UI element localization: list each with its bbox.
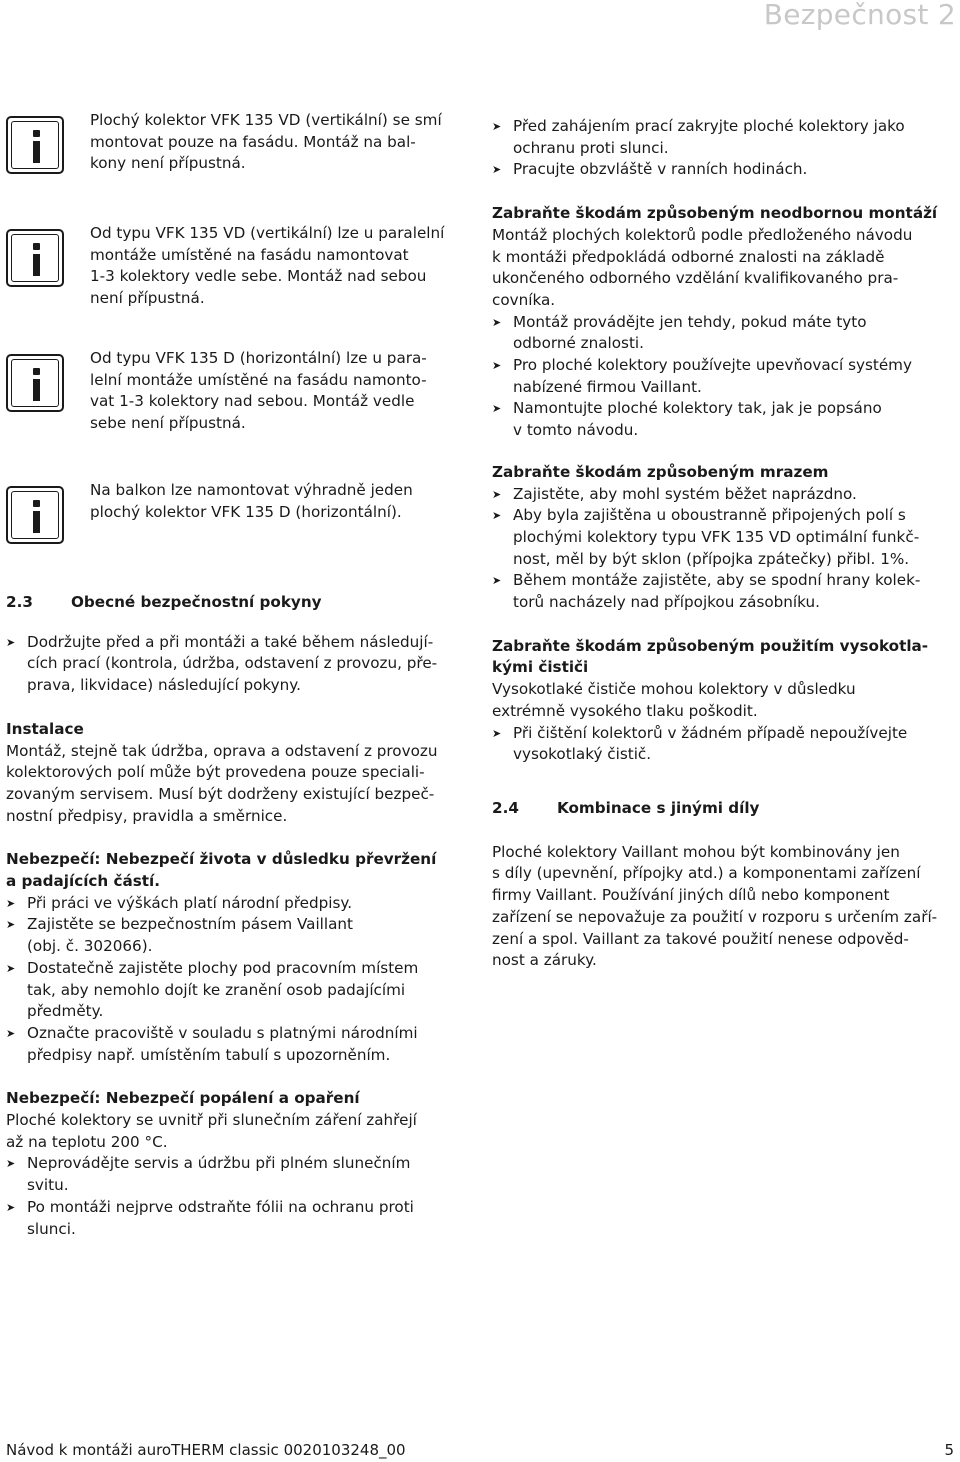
notice-line: lelní montáže umístěné na fasádu namonto- bbox=[90, 370, 427, 389]
danger-text: Ploché kolektory se uvnitř při slunečním záření zahřejí až na teplotu 200 °C. bbox=[6, 1111, 417, 1151]
section-title: Obecné bezpečnostní pokyny bbox=[71, 593, 322, 611]
bullet-item: ➤ Při práci ve výškách platí národní předpisy. bbox=[6, 893, 472, 915]
notice-line: vat 1-3 kolektory nad sebou. Montáž vedle bbox=[90, 392, 415, 411]
info-notice bbox=[6, 224, 476, 308]
bullet-item: ➤ Zajistěte, aby mohl systém běžet naprázdno. bbox=[492, 484, 954, 506]
notice-line: 1-3 kolektory vedle sebe. Montáž nad sebou bbox=[90, 267, 427, 286]
info-icon bbox=[6, 354, 64, 412]
notice-line: sebe není přípustná. bbox=[90, 414, 246, 433]
bullet-item: ➤ Dodržujte před a při montáži a také během následují- cích prací (kontrola, údržba, odstavení z provozu, pře- prava, likvidace) následující pokyny. bbox=[6, 632, 472, 697]
danger-heading: Nebezpečí: Nebezpečí popálení a opaření bbox=[6, 1089, 360, 1108]
info-notice bbox=[6, 481, 476, 548]
notice-line: montáže umístěné na fasádu namontovat bbox=[90, 245, 409, 264]
notice-line: montovat pouze na fasádu. Montáž na bal- bbox=[90, 132, 416, 151]
notice-line: Od typu VFK 135 VD (vertikální) lze u paralelní bbox=[90, 224, 445, 242]
warning-heading: Zabraňte škodám způsobeným mrazem bbox=[492, 462, 829, 481]
notice-line: Na balkon lze namontovat výhradně jeden bbox=[90, 481, 413, 499]
section-heading bbox=[492, 798, 954, 820]
bullet-item: ➤ Pracujte obzvláště v ranních hodinách. bbox=[492, 159, 954, 181]
notice-line: Plochý kolektor VFK 135 VD (vertikální) se smí bbox=[90, 111, 442, 129]
info-icon bbox=[6, 229, 64, 287]
notice-text bbox=[90, 223, 476, 310]
bullet-item: ➤ Před zahájením prací zakryjte ploché kolektory jako ochranu proti slunci. bbox=[492, 116, 954, 159]
bullet-item: ➤ Aby byla zajištěna u oboustranně připojených polí s plochými kolektory typu VFK 135 VD optimální funkč- nost, měl by být sklon (přípojka zpátečky) přibl. 1%. bbox=[492, 505, 954, 570]
bullet-item: ➤ Montáž provádějte jen tehdy, pokud máte tyto odborné znalosti. bbox=[492, 312, 954, 355]
bullet-item: ➤ Zajistěte se bezpečnostním pásem Vaillant (obj. č. 302066). bbox=[6, 914, 472, 957]
bullet-item: ➤ Během montáže zajistěte, aby se spodní hrany kolek- torů nacházely nad přípojkou zásobníku. bbox=[492, 570, 954, 613]
page-number: 5 bbox=[944, 1441, 954, 1459]
bullet-item: ➤ Při čištění kolektorů v žádném případě nepoužívejte vysokotlaký čistič. bbox=[492, 723, 954, 766]
danger-heading: Nebezpečí: Nebezpečí života v důsledku převržení a padajících částí. bbox=[6, 850, 437, 891]
footer-document-title: Návod k montáži auroTHERM classic 0020103248_00 bbox=[6, 1441, 406, 1459]
warning-heading: Zabraňte škodám způsobeným neodbornou montáží bbox=[492, 204, 938, 223]
notice-line: plochý kolektor VFK 135 D (horizontální). bbox=[90, 502, 402, 521]
install-text: Montáž, stejně tak údržba, oprava a odstavení z provozu kolektorových polí může být provedena pouze speciali- zovaným servisem. Musí být dodrženy existující bezpeč- nostní předpisy, pravidla a směrnice. bbox=[6, 741, 438, 825]
bullet-item: ➤ Neprovádějte servis a údržbu při plném slunečním svitu. bbox=[6, 1153, 472, 1196]
bullet-item: ➤ Pro ploché kolektory používejte upevňovací systémy nabízené firmou Vaillant. bbox=[492, 355, 954, 398]
notice-text bbox=[90, 480, 476, 523]
bullet-item: ➤ Namontujte ploché kolektory tak, jak je popsáno v tomto návodu. bbox=[492, 398, 954, 441]
notice-text bbox=[90, 110, 476, 175]
section-2-3 bbox=[6, 592, 472, 1240]
info-icon bbox=[6, 486, 64, 544]
right-column bbox=[492, 116, 954, 972]
warning-text: Vysokotlaké čističe mohou kolektory v důsledku extrémně vysokého tlaku poškodit. bbox=[492, 680, 856, 720]
notice-text bbox=[90, 348, 476, 435]
page-header: Bezpečnost 2 bbox=[763, 0, 956, 31]
info-notice bbox=[6, 349, 476, 433]
section-title: Kombinace s jinými díly bbox=[557, 798, 760, 817]
section-heading bbox=[6, 592, 472, 614]
warning-text: Montáž plochých kolektorů podle předloženého návodu k montáži předpokládá odborné znalosti na základě ukončeného odborného vzdělání kvalifikovaného pra- covníka. bbox=[492, 225, 913, 309]
section-text: Ploché kolektory Vaillant mohou být kombinovány jen s díly (upevnění, přípojky atd.) a komponentami zařízení firmy Vaillant. Používání jiných dílů nebo komponent zařízení se nepovažuje za použití v rozporu s určením zaří- zení a spol. Vaillant za takové použití nenese odpověd- nost a záruky. bbox=[492, 842, 938, 970]
notice-line: není přípustná. bbox=[90, 289, 205, 308]
install-heading: Instalace bbox=[6, 719, 84, 738]
section-number: 2.3 bbox=[6, 593, 33, 611]
notice-line: kony není přípustná. bbox=[90, 154, 246, 173]
notice-line: Od typu VFK 135 D (horizontální) lze u para- bbox=[90, 349, 427, 367]
bullet-item: ➤ Označte pracoviště v souladu s platnými národními předpisy např. umístěním tabulí s upozorněním. bbox=[6, 1023, 472, 1066]
warning-heading: Zabraňte škodám způsobeným použitím vysokotla- kými čističi bbox=[492, 636, 929, 677]
info-icon bbox=[6, 116, 64, 174]
bullet-item: ➤ Dostatečně zajistěte plochy pod pracovním místem tak, aby nemohlo dojít ke zranění osob padajícími předměty. bbox=[6, 958, 472, 1023]
bullet-item: ➤ Po montáži nejprve odstraňte fólii na ochranu proti slunci. bbox=[6, 1197, 472, 1240]
section-number: 2.4 bbox=[492, 798, 519, 817]
info-notice bbox=[6, 111, 476, 178]
